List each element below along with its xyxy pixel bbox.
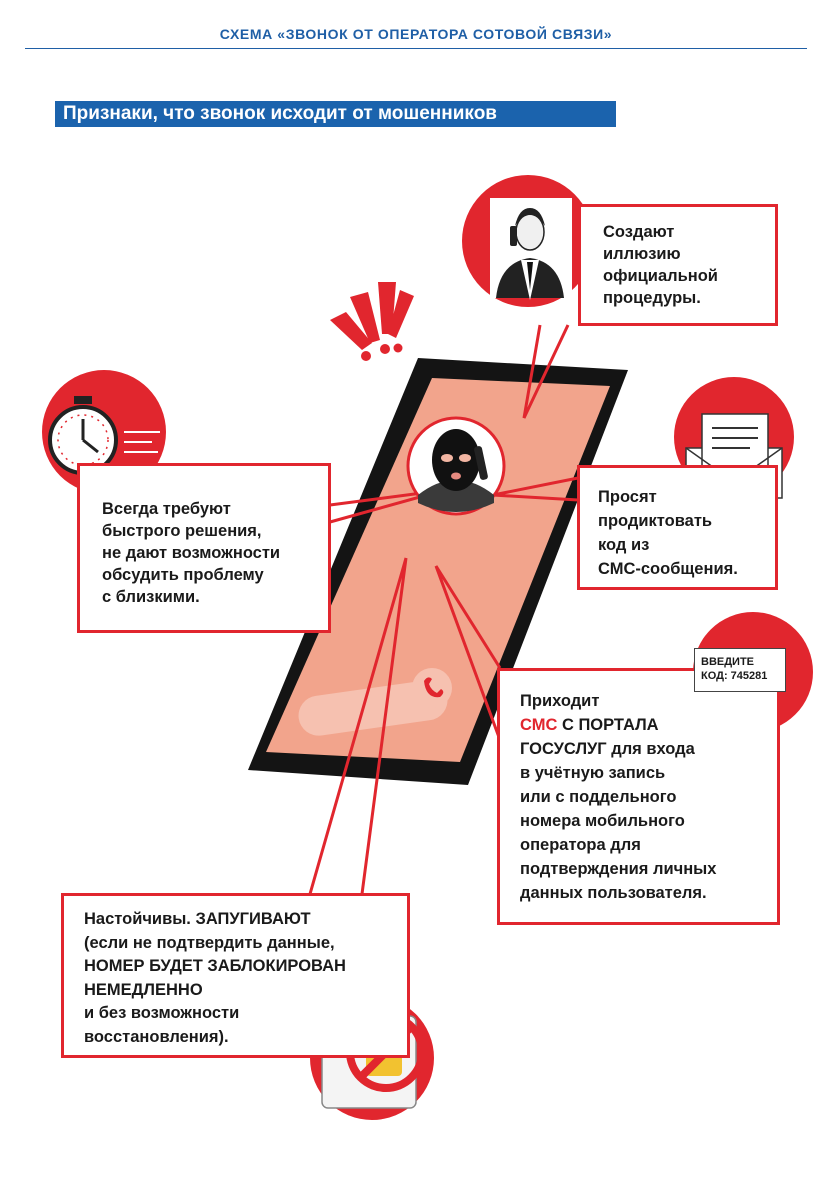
sms-highlight: СМС [520,716,558,734]
header-title: СХЕМА «ЗВОНОК ОТ ОПЕРАТОРА СОТОВОЙ СВЯЗИ» [219,26,613,42]
callout-line: код из [598,536,650,554]
callout-line: Просят [598,488,657,506]
callout-line: иллюзию [603,245,681,263]
callout-urgent-decision [77,463,331,633]
callout-line: Приходит [520,692,600,710]
exclamation-marks-icon [330,282,414,361]
callout-intimidation [61,893,410,1058]
callout-line: обсудить проблему [102,566,264,584]
callout-line: подтверждения личных [520,860,717,878]
callout-line: и без возможности [84,1004,240,1022]
callout-line: в учётную запись [520,764,666,782]
callout-line: быстрого решения, [102,522,262,540]
callout-line: продиктовать [598,512,713,530]
callout-line: НЕМЕДЛЕННО [84,980,203,999]
callout-sms-code [577,465,778,590]
section-banner: Признаки, что звонок исходит от мошенников [55,101,616,127]
callout-line: номера мобильного [520,812,685,830]
callout-line: не дают возможности [102,544,281,562]
masked-caller-icon [408,418,504,514]
callout-line: Создают [603,223,675,241]
callout-line: или с поддельного [520,788,677,806]
callout-line: оператора для [520,836,641,854]
callout-line: СМС-сообщения. [598,560,738,578]
callout-line [520,713,777,737]
callout-line: данных пользователя. [520,884,707,902]
callout-official-procedure [578,204,778,326]
phone-handset-icon [412,668,452,708]
sms-card-line: КОД: 745281 [701,670,768,682]
callout-line: официальной [603,267,718,285]
callout-line: Всегда требуют [102,500,231,518]
callout-line-part: С ПОРТАЛА [557,716,659,734]
callout-line: восстановления). [84,1027,229,1046]
callout-gosuslugi-sms [497,668,780,925]
sms-code-card [694,648,786,692]
callout-line: (если не подтвердить данные, [84,933,335,952]
callout-line: ГОСУСЛУГ для входа [520,740,695,758]
sms-card-line: ВВЕДИТЕ [701,656,755,668]
callout-line: процедуры. [603,289,701,307]
businessman-icon [462,175,594,307]
callout-line: НОМЕР БУДЕТ ЗАБЛОКИРОВАН [84,957,346,975]
callout-line: с близкими. [102,588,200,606]
callout-line: Настойчивы. ЗАПУГИВАЮТ [84,910,311,928]
